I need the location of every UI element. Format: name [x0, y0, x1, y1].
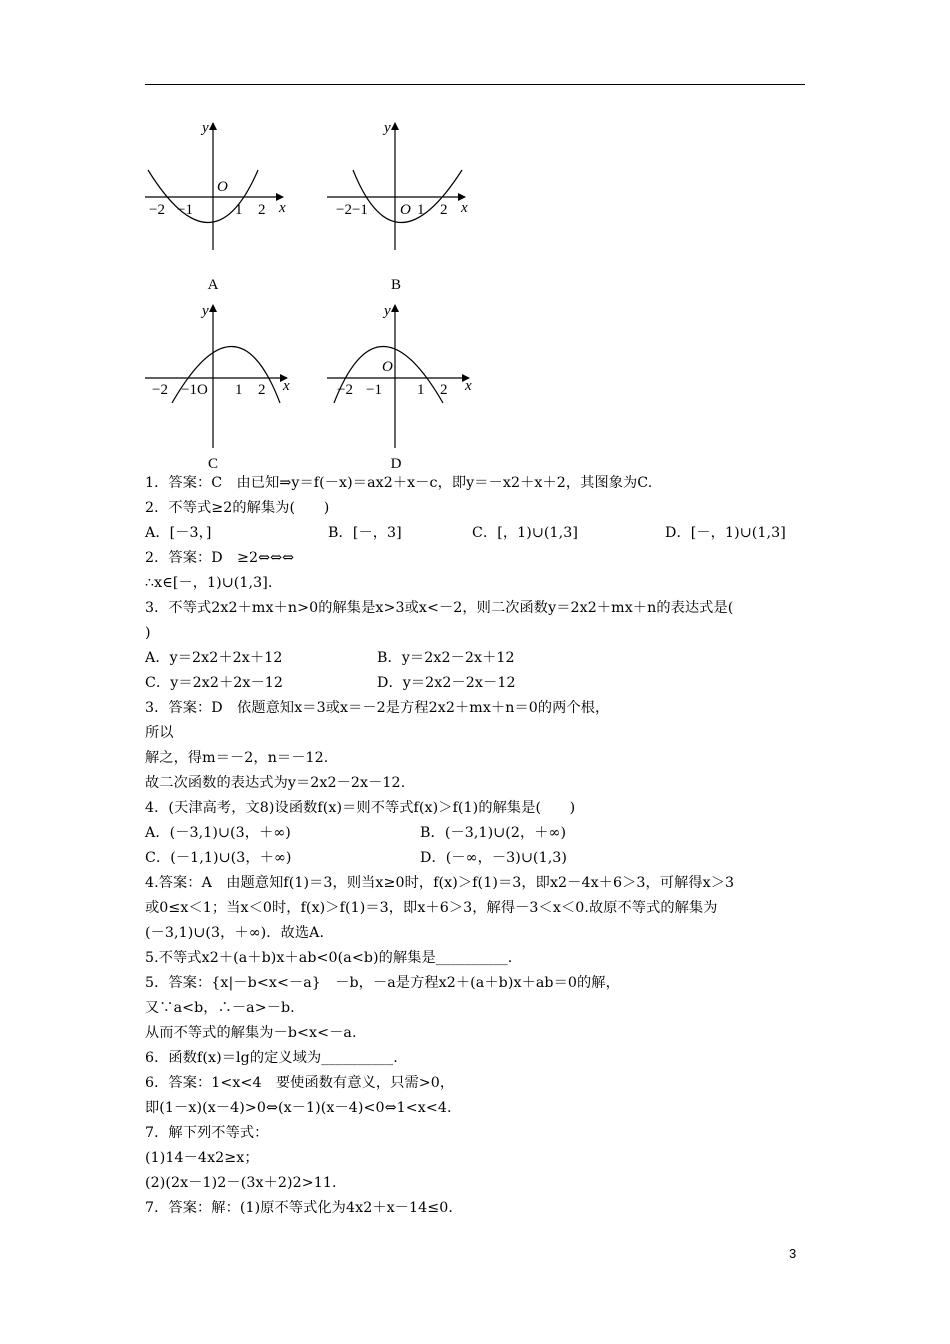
x-axis-label: x [465, 378, 472, 394]
origin-label: O [400, 202, 411, 218]
line-text: 从而不等式的解集为－b<x<－a. [145, 1025, 357, 1041]
graph-a-caption: A [207, 277, 219, 293]
tick-label-2: 2 [440, 202, 448, 218]
origin-label: O [382, 359, 393, 375]
graph-c-caption: C [207, 456, 218, 472]
line-text: 6．函数f(x)＝lg的定义域为__________. [145, 1050, 398, 1066]
tick-label-minus-1: −1 [177, 202, 193, 218]
tick-label-1: 1 [417, 382, 425, 398]
line-text: 5.不等式x2＋(a＋b)x＋ab<0(a<b)的解集是__________. [145, 950, 513, 966]
y-axis-label: y [202, 303, 209, 319]
line-text: (－3,1)∪(3，＋∞)．故选A. [145, 925, 325, 941]
graph-b [322, 115, 482, 250]
line-text: ) [145, 625, 151, 641]
line-text: 4．(天津高考，文8)设函数f(x)＝则不等式f(x)＞f(1)的解集是( ) [145, 800, 576, 816]
line-text: 即(1－x)(x－4)>0⇔(x－1)(x－4)<0⇔1<x<4. [145, 1100, 452, 1116]
option-a: A．[－3，] [145, 525, 212, 541]
line-text: 又∵a<b，∴－a>－b. [145, 1000, 295, 1016]
y-axis-label: y [202, 120, 209, 136]
x-axis-label: x [283, 378, 290, 394]
line-text: 5．答案：{x|－b<x<－a} －b，－a是方程x2＋(a＋b)x＋ab＝0的解， [145, 975, 620, 991]
graph-d [322, 300, 482, 450]
option-c: C．[，1)∪(1,3] [472, 525, 579, 541]
x-axis-label: x [461, 200, 468, 216]
graph-b-plot [322, 115, 482, 250]
y-axis-label: y [384, 120, 391, 136]
origin-label: O [217, 179, 228, 195]
tick-label-2: 2 [258, 202, 266, 218]
line-text: 3．答案：D 依题意知x＝3或x＝－2是方程2x2＋mx＋n＝0的两个根， [145, 700, 610, 716]
page-number: 3 [789, 1246, 797, 1261]
line-text: (2)(2x－1)2－(3x＋2)2>11. [145, 1175, 337, 1191]
line-text: 7．解下列不等式： [145, 1125, 269, 1141]
line-text: 或0≤x＜1；当x＜0时，f(x)＞f(1)＝3，即x＋6＞3，解得－3＜x＜0.故原不等式的解集为 [145, 900, 718, 916]
line-text: 2．不等式≥2的解集为( ) [145, 500, 330, 516]
graph-a-plot [140, 115, 300, 250]
tick-label-1: 1 [417, 202, 425, 218]
graph-c-plot [140, 300, 300, 450]
graph-c [140, 300, 300, 450]
option-d: D．y＝2x2－2x－12 [377, 675, 516, 691]
option-d: D．(－∞，－3)∪(1,3) [420, 850, 568, 866]
graph-a [140, 115, 300, 250]
line-text: 所以 [145, 725, 174, 741]
graph-b-caption: B [390, 277, 401, 293]
option-c: C．y＝2x2＋2x－12 [145, 675, 284, 691]
line-text: 7．答案：解：(1)原不等式化为4x2＋x－14≤0. [145, 1200, 453, 1216]
option-b: B．(－3,1)∪(2，＋∞) [420, 825, 567, 841]
line-text: 2．答案：D ≥2⇔⇔⇔ [145, 550, 295, 566]
tick-label-minus-1: −1 [366, 382, 382, 398]
option-b: B．[－，3] [328, 525, 402, 541]
option-a: A．(－3,1)∪(3，＋∞) [145, 825, 291, 841]
line-text: 6．答案：1<x<4 要使函数有意义，只需>0， [145, 1075, 455, 1091]
tick-label-2: 2 [440, 382, 448, 398]
graph-d-plot [322, 300, 482, 450]
tick-label-1: 1 [235, 382, 243, 398]
tick-label-minus-1-origin: −1O [181, 382, 208, 398]
tick-label-minus-2: −2 [152, 382, 168, 398]
option-d: D．[－，1)∪(1,3] [665, 525, 786, 541]
line-text: ∴x∈[－，1)∪(1,3]. [145, 575, 273, 591]
line-text: 4.答案：A 由题意知f(1)＝3，则当x≥0时，f(x)＞f(1)＝3，即x2－4x＋6＞3，可解得x＞3 [145, 875, 735, 891]
tick-label-minus-2: −2 [337, 382, 353, 398]
line-text: 故二次函数的表达式为y＝2x2－2x－12. [145, 775, 406, 791]
line-text: 1．答案：C 由已知⇒y＝f(－x)＝ax2＋x－c，即y＝－x2＋x＋2，其图象为C. [145, 475, 653, 491]
tick-label-1: 1 [235, 202, 243, 218]
y-axis-label: y [384, 303, 391, 319]
tick-label-minus-2-minus-1: −2−1 [336, 202, 368, 218]
header-rule [145, 84, 805, 85]
tick-label-minus-2: −2 [149, 202, 165, 218]
option-c: C．(－1,1)∪(3，＋∞) [145, 850, 292, 866]
option-a: A．y＝2x2＋2x＋12 [145, 650, 283, 666]
x-axis-label: x [279, 200, 286, 216]
option-b: B．y＝2x2－2x＋12 [377, 650, 515, 666]
graph-d-caption: D [390, 456, 402, 472]
line-text: (1)14－4x2≥x； [145, 1150, 259, 1166]
line-text: 3．不等式2x2＋mx＋n>0的解集是x>3或x<－2，则二次函数y＝2x2＋mx＋n的表达式是( [145, 600, 734, 616]
tick-label-2: 2 [258, 382, 266, 398]
line-text: 解之，得m＝－2，n＝－12. [145, 750, 329, 766]
